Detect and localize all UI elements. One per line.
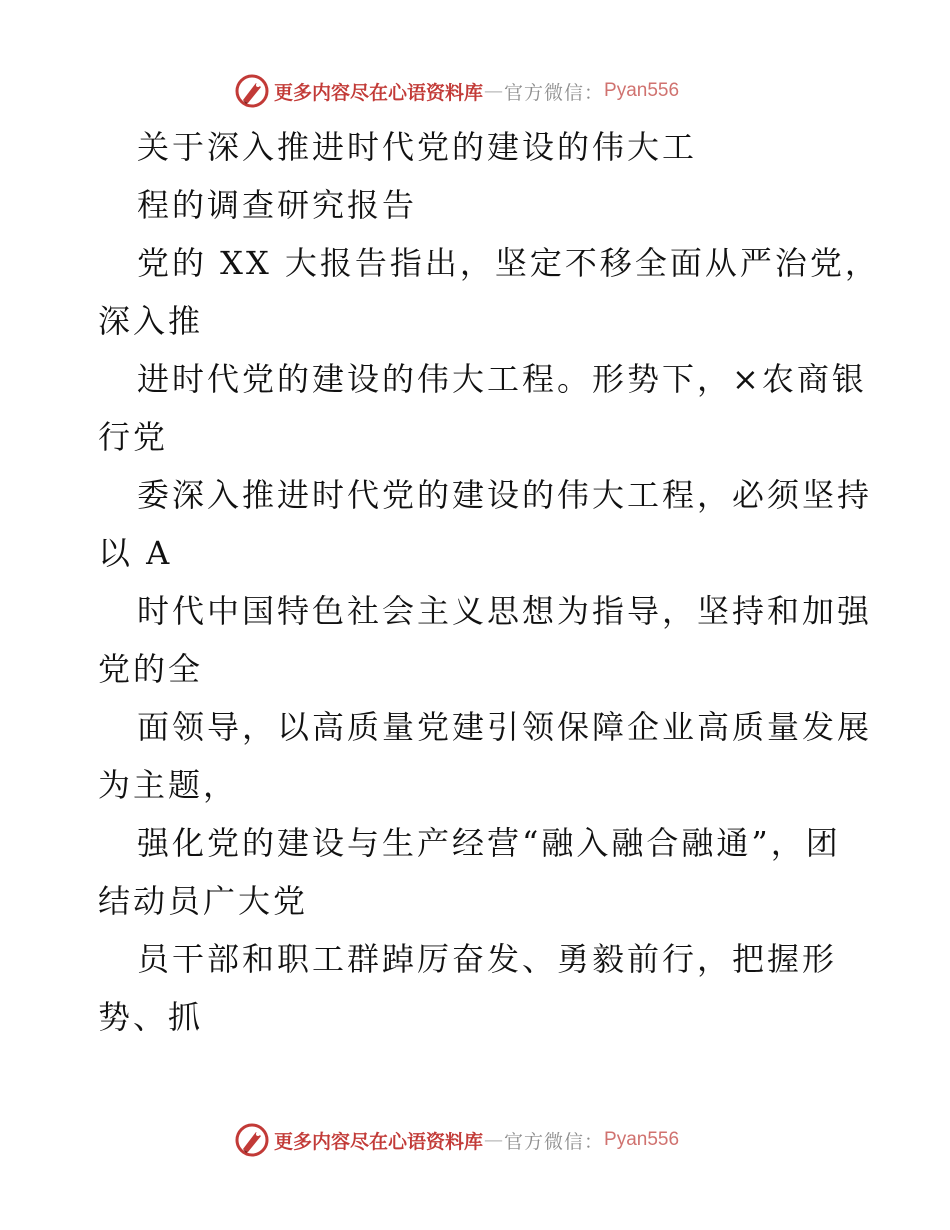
header-wechat-label: 官方微信： (504, 81, 605, 104)
doc-text-line: 面领导，以高质量党建引领保障企业高质量发展 (137, 708, 873, 746)
doc-text-line: 党的 XX 大报告指出，坚定不移全面从严治党， (137, 244, 880, 282)
pen-logo-icon (234, 1122, 270, 1158)
footer-wechat-label: 官方微信： (504, 1130, 605, 1153)
doc-text-line: 深入推 (98, 302, 204, 340)
doc-text-line: 为主题， (98, 766, 239, 804)
header-wechat-id: Pyan556 (604, 80, 680, 101)
header-banner (234, 71, 679, 111)
pen-logo-icon (234, 73, 270, 109)
doc-text-line: 委深入推进时代党的建设的伟大工程，必须坚持 (137, 476, 873, 514)
footer-brand-text: 更多内容尽在心语资料库 (274, 1130, 484, 1153)
doc-title-line-1: 关于深入推进时代党的建设的伟大工 (137, 128, 698, 166)
doc-text-line: 结动员广大党 (98, 882, 309, 920)
doc-title-line-2: 程的调查研究报告 (137, 186, 418, 224)
doc-text-line: 强化党的建设与生产经营“融入融合融通”，团 (137, 824, 841, 862)
footer-banner (234, 1120, 679, 1160)
doc-text-line: 势、抓 (98, 998, 204, 1036)
header-brand-text: 更多内容尽在心语资料库 (274, 81, 484, 104)
footer-separator: — (484, 1129, 504, 1151)
header-separator: — (484, 80, 504, 102)
doc-text-line: 员干部和职工群踔厉奋发、勇毅前行，把握形 (137, 940, 838, 978)
doc-text-line: 进时代党的建设的伟大工程。形势下，×农商银 (137, 360, 867, 398)
doc-text-line: 以 A (98, 534, 173, 572)
doc-text-line: 时代中国特色社会主义思想为指导，坚持和加强 (137, 592, 873, 630)
footer-wechat-id: Pyan556 (604, 1129, 680, 1150)
doc-text-line: 党的全 (98, 650, 204, 688)
doc-text-line: 行党 (98, 418, 169, 456)
